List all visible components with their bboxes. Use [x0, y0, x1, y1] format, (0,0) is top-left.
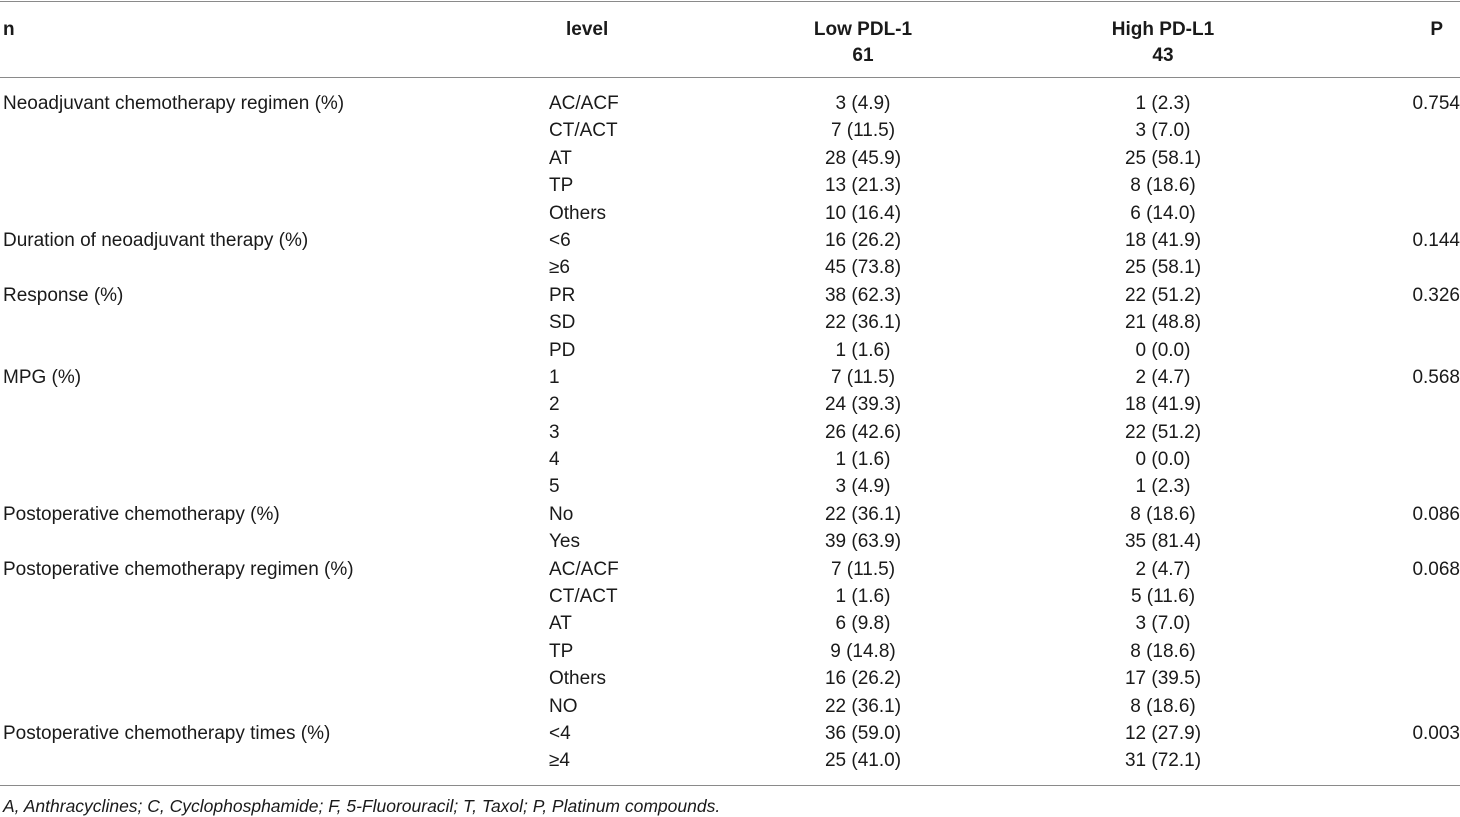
cell-p-value: 0.326 — [1412, 284, 1460, 306]
cell-low-pdl1: 7 (11.5) — [830, 120, 896, 142]
cell-p-value: 0.086 — [1412, 503, 1460, 525]
header-low-n: 61 — [852, 45, 874, 66]
header-level: level — [566, 19, 609, 40]
table-row — [0, 473, 1460, 500]
cell-level: 5 — [549, 476, 560, 498]
cell-variable: Neoadjuvant chemotherapy regimen (%) — [3, 93, 345, 114]
cell-variable: Postoperative chemotherapy regimen (%) — [3, 558, 354, 580]
cell-level: NO — [549, 695, 578, 717]
cell-high-pdl1: 8 (18.6) — [1130, 503, 1196, 525]
cell-p-value: 0.144 — [1412, 229, 1460, 251]
cell-high-pdl1: 2 (4.7) — [1135, 366, 1191, 388]
table-row — [0, 309, 1460, 336]
cell-high-pdl1: 8 (18.6) — [1130, 695, 1196, 717]
cell-low-pdl1: 3 (4.9) — [835, 93, 891, 114]
cell-high-pdl1: 12 (27.9) — [1124, 722, 1202, 744]
cell-low-pdl1: 36 (59.0) — [824, 722, 902, 744]
cell-low-pdl1: 22 (36.1) — [824, 503, 902, 525]
cell-high-pdl1: 5 (11.6) — [1130, 586, 1196, 608]
table-row — [0, 747, 1460, 774]
cell-low-pdl1: 3 (4.9) — [835, 476, 891, 498]
cell-high-pdl1: 3 (7.0) — [1135, 613, 1191, 635]
header-low-pdl1 — [763, 17, 963, 69]
table-row — [0, 364, 1460, 391]
cell-low-pdl1: 28 (45.9) — [824, 147, 902, 169]
cell-level: AC/ACF — [549, 93, 619, 114]
table-row — [0, 254, 1460, 281]
table-row — [0, 610, 1460, 637]
cell-p-value: 0.068 — [1412, 558, 1460, 580]
header-p: P — [1430, 19, 1443, 40]
cell-high-pdl1: 0 (0.0) — [1135, 449, 1191, 471]
cell-level: ≥4 — [549, 750, 570, 772]
table-row — [0, 665, 1460, 692]
table-row — [0, 720, 1460, 747]
cell-level: SD — [549, 312, 576, 334]
cell-level: AT — [549, 147, 572, 169]
cell-high-pdl1: 18 (41.9) — [1124, 394, 1202, 416]
cell-low-pdl1: 22 (36.1) — [824, 695, 902, 717]
cell-low-pdl1: 38 (62.3) — [824, 284, 902, 306]
cell-high-pdl1: 18 (41.9) — [1124, 229, 1202, 251]
cell-low-pdl1: 10 (16.4) — [824, 202, 902, 224]
cell-high-pdl1: 1 (2.3) — [1135, 476, 1191, 498]
header-rule — [0, 77, 1460, 78]
table-row — [0, 528, 1460, 555]
cell-level: Others — [549, 668, 607, 690]
cell-low-pdl1: 25 (41.0) — [824, 750, 902, 772]
cell-level: No — [549, 503, 574, 525]
cell-high-pdl1: 17 (39.5) — [1124, 668, 1202, 690]
cell-low-pdl1: 26 (42.6) — [824, 421, 902, 443]
table-row — [0, 337, 1460, 364]
table-row — [0, 693, 1460, 720]
cell-level: TP — [549, 640, 574, 662]
table-row — [0, 446, 1460, 473]
cell-low-pdl1: 16 (26.2) — [824, 229, 902, 251]
cell-variable: Response (%) — [3, 284, 124, 306]
cell-level: Yes — [549, 531, 580, 553]
table-row — [0, 583, 1460, 610]
cell-level: 1 — [549, 366, 560, 388]
table-row — [0, 638, 1460, 665]
header-high-label: High PD-L1 — [1111, 19, 1215, 40]
cell-high-pdl1: 0 (0.0) — [1135, 339, 1191, 361]
cell-low-pdl1: 39 (63.9) — [824, 531, 902, 553]
table-bottom-rule — [0, 785, 1460, 786]
cell-level: CT/ACT — [549, 586, 618, 608]
table-row — [0, 227, 1460, 254]
cell-level: PR — [549, 284, 576, 306]
cell-level: AT — [549, 613, 572, 635]
cell-level: PD — [549, 339, 576, 361]
table-row — [0, 556, 1460, 583]
cell-low-pdl1: 9 (14.8) — [830, 640, 896, 662]
cell-high-pdl1: 25 (58.1) — [1124, 147, 1202, 169]
table-row — [0, 145, 1460, 172]
cell-high-pdl1: 25 (58.1) — [1124, 257, 1202, 279]
cell-high-pdl1: 6 (14.0) — [1130, 202, 1196, 224]
cell-high-pdl1: 21 (48.8) — [1124, 312, 1202, 334]
cell-low-pdl1: 24 (39.3) — [824, 394, 902, 416]
cell-p-value: 0.754 — [1412, 93, 1460, 114]
cell-level: AC/ACF — [549, 558, 619, 580]
cell-high-pdl1: 35 (81.4) — [1124, 531, 1202, 553]
header-high-pdl1 — [1063, 17, 1263, 69]
cell-variable: Postoperative chemotherapy (%) — [3, 503, 280, 525]
cell-p-value: 0.003 — [1412, 722, 1460, 744]
cell-high-pdl1: 8 (18.6) — [1130, 640, 1196, 662]
table-row — [0, 172, 1460, 199]
cell-low-pdl1: 6 (9.8) — [835, 613, 891, 635]
cell-low-pdl1: 1 (1.6) — [835, 339, 891, 361]
table-footnote: A, Anthracyclines; C, Cyclophosphamide; F, 5-Fluorouracil; T, Taxol; P, Platinum compounds. — [3, 796, 721, 816]
cell-level: CT/ACT — [549, 120, 618, 142]
table-body — [0, 90, 1460, 775]
cell-level: ≥6 — [549, 257, 570, 279]
cell-low-pdl1: 13 (21.3) — [824, 175, 902, 197]
table-row — [0, 419, 1460, 446]
cell-high-pdl1: 1 (2.3) — [1135, 93, 1191, 114]
table-row — [0, 200, 1460, 227]
cell-level: <6 — [549, 229, 571, 251]
table-top-rule — [0, 1, 1460, 2]
cell-variable: MPG (%) — [3, 366, 82, 388]
table-row — [0, 501, 1460, 528]
cell-variable: Duration of neoadjuvant therapy (%) — [3, 229, 309, 251]
cell-low-pdl1: 45 (73.8) — [824, 257, 902, 279]
cell-low-pdl1: 22 (36.1) — [824, 312, 902, 334]
cell-high-pdl1: 3 (7.0) — [1135, 120, 1191, 142]
cell-low-pdl1: 1 (1.6) — [835, 586, 891, 608]
cell-level: Others — [549, 202, 607, 224]
cell-low-pdl1: 7 (11.5) — [830, 366, 896, 388]
cell-level: TP — [549, 175, 574, 197]
cell-level: 2 — [549, 394, 560, 416]
cell-level: <4 — [549, 722, 571, 744]
header-low-label: Low PDL-1 — [813, 19, 913, 40]
cell-level: 3 — [549, 421, 560, 443]
table-row — [0, 391, 1460, 418]
cell-high-pdl1: 31 (72.1) — [1124, 750, 1202, 772]
table-row — [0, 90, 1460, 117]
cell-p-value: 0.568 — [1412, 366, 1460, 388]
cell-low-pdl1: 1 (1.6) — [835, 449, 891, 471]
cell-high-pdl1: 22 (51.2) — [1124, 284, 1202, 306]
cell-low-pdl1: 7 (11.5) — [830, 558, 896, 580]
cell-variable: Postoperative chemotherapy times (%) — [3, 722, 331, 744]
table-row — [0, 282, 1460, 309]
cell-high-pdl1: 8 (18.6) — [1130, 175, 1196, 197]
cell-high-pdl1: 2 (4.7) — [1135, 558, 1191, 580]
cell-high-pdl1: 22 (51.2) — [1124, 421, 1202, 443]
cell-low-pdl1: 16 (26.2) — [824, 668, 902, 690]
table-row — [0, 117, 1460, 144]
header-high-n: 43 — [1152, 45, 1174, 66]
header-n: n — [3, 19, 15, 40]
cell-level: 4 — [549, 449, 560, 471]
